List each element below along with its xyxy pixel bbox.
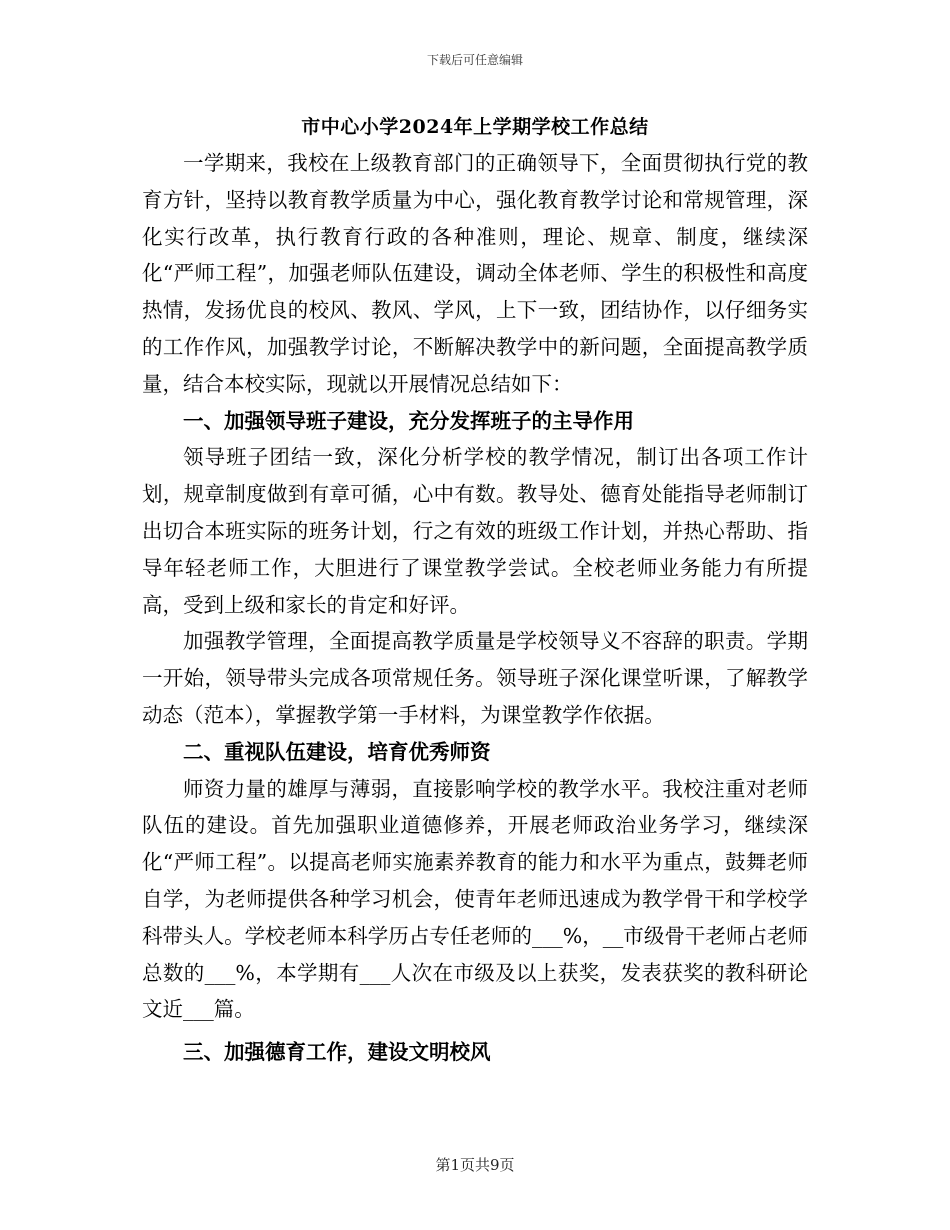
section-1-paragraph-1: 领导班子团结一致，深化分析学校的教学情况，制订出各项工作计划，规章制度做到有章可循，心中有数。教导处、德育处能指导老师制订出切合本班实际的班务计划，行之有效的班级工作计划，并热心帮助、指导年轻老师工作，大胆进行了课堂教学尝试。全校老师业务能力有所提高，受到上级和家长的肯定和好评。 <box>142 445 808 617</box>
section-heading-3: 三、加强德育工作，建设文明校风 <box>183 1040 491 1065</box>
document-title: 市中心小学2024年上学期学校工作总结 <box>301 116 649 138</box>
header-note: 下载后可任意编辑 <box>426 53 523 67</box>
document-body <box>142 145 808 1071</box>
page-indicator: 第1页共9页 <box>435 1156 515 1174</box>
section-heading-2: 二、重视队伍建设，培育优秀师资 <box>183 739 491 764</box>
section-1-paragraph-2: 加强教学管理，全面提高教学质量是学校领导义不容辞的职责。学期一开始，领导带头完成各项常规任务。领导班子深化课堂听课，了解教学动态（范本），掌握教学第一手材料，为课堂教学作依据。 <box>142 629 808 727</box>
section-heading-1: 一、加强领导班子建设，充分发挥班子的主导作用 <box>183 408 634 433</box>
intro-paragraph: 一学期来，我校在上级教育部门的正确领导下，全面贯彻执行党的教育方针，坚持以教育教学质量为中心，强化教育教学讨论和常规管理，深化实行改革，执行教育行政的各种准则，理论、规章、制度，继续深化“严师工程”，加强老师队伍建设，调动全体老师、学生的积极性和高度热情，发扬优良的校风、教风、学风，上下一致，团结协作，以仔细务实的工作作风，加强教学讨论，不断解决教学中的新问题，全面提高教学质量，结合本校实际，现就以开展情况总结如下： <box>142 151 808 396</box>
section-2-paragraph-1: 师资力量的雄厚与薄弱，直接影响学校的教学水平。我校注重对老师队伍的建设。首先加强职业道德修养，开展老师政治业务学习，继续深化“严师工程”。以提高老师实施素养教育的能力和水平为重点，鼓舞老师自学，为老师提供各种学习机会，使青年老师迅速成为教学骨干和学校学科带头人。学校老师本科学历占专任老师的___%，__市级骨干老师占老师总数的___%，本学期有___人次在市级及以上获奖，发表获奖的教科研论文近___篇。 <box>142 776 808 1022</box>
